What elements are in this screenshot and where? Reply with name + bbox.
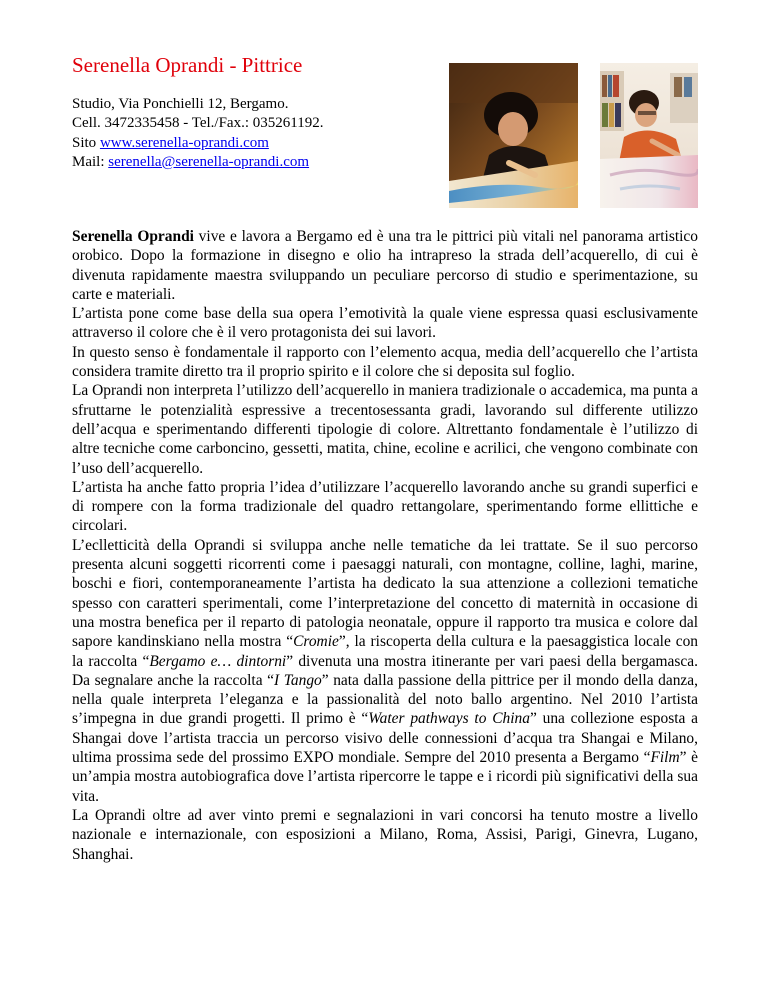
mail-line: [72, 153, 323, 172]
bio-text-segment: ” nata dalla passione della pittrice per il mondo della danza, nella quale interpreta l’eleganza e la passionalità del noto ballo argentino. Nel 2010 l’artista s’impegna in due grandi progetti. Il primo è “: [72, 671, 698, 728]
bio-paragraph-4: La Oprandi non interpreta l’utilizzo dell’acquerello in maniera tradizionale o accademica, ma punta a sfruttarne le potenzialità espressive a trecentosessanta gradi, lavorando sul differente utilizzo dell’acqua e sperimentando differenti tipologie di colore. Altrettanto fondamentale è l’utilizzo di altre tecniche come carboncino, gessetti, matita, chine, ecoline e acrilici, che vengono combinate con l’uso dell’acquerello.: [72, 382, 698, 477]
website-line: [72, 134, 323, 153]
mail-link[interactable]: serenella@serenella-oprandi.com: [108, 153, 310, 170]
bio-paragraph-6: [72, 536, 698, 806]
website-link[interactable]: www.serenella-oprandi.com: [99, 134, 269, 151]
exhibition-title: I Tango: [274, 671, 322, 689]
bio-text-segment: ”, la riscoperta della cultura e la paesaggistica locale con la raccolta “: [72, 633, 699, 670]
bio-paragraph-5: L’artista ha anche fatto propria l’idea d’utilizzare l’acquerello lavorando anche su grandi superfici e di rompere con la forma tradizionale del quadro rettangolare, sperimentando forme ellittiche e circolari.: [72, 478, 698, 535]
mail-label: Mail:: [72, 153, 109, 170]
artist-studio-photo: [600, 63, 698, 208]
exhibition-title: Water pathways to China: [368, 710, 530, 728]
biography-text: [72, 227, 698, 864]
bio-text-segment: ” una collezione esposta a Shangai dove l’artista traccia un percorso visivo delle connessioni d’acqua tra Shangai e Milano, ultima prossima sede del prossimo EXPO mondiale. Sempre del 2010 presenta a Bergamo “: [72, 710, 698, 767]
bio-paragraph-1: [72, 227, 698, 304]
website-label: Sito: [72, 134, 100, 151]
artist-name: Serenella Oprandi: [72, 228, 194, 245]
exhibition-title: Cromie: [293, 633, 339, 651]
bio-paragraph-2: L’artista pone come base della sua opera l’emotività la quale viene espressa quasi esclusivamente attraverso il colore che è il vero protagonista dei sui lavori.: [72, 305, 698, 342]
bio-paragraph-1-text: vive e lavora a Bergamo ed è una tra le pittrici più vitali nel panorama artistico orobico. Dopo la formazione in disegno e olio ha intrapreso la strada dell’acquerello, di cui è divenuta rapidamente maestra sviluppando un peculiare percorso di studio e sperimentazione, su carte e materiali.: [72, 228, 698, 303]
bio-paragraph-3: In questo senso è fondamentale il rapporto con l’elemento acqua, media dell’acquerello che l’artista considera tramite diretto tra il proprio spirito e il colore che si deposita sul foglio.: [72, 343, 698, 381]
page-title: Serenella Oprandi - Pittrice: [72, 53, 303, 77]
bio-text-segment: ” è un’ampia mostra autobiografica dove l’artista ripercorre le tappe e i ricordi più significativi della sua vita.: [72, 749, 698, 805]
phone-numbers: Cell. 3472335458 - Tel./Fax.: 035261192.: [72, 115, 324, 132]
bio-text-segment: L’eclletticità della Oprandi si sviluppa anche nelle tematiche da lei trattate. Se il suo percorso presenta alcuni soggetti ricorrenti come i paesaggi naturali, con montagne, colline, laghi, marine, boschi e fiori, contemporaneamente l’artista ha dedicato la sua attenzione a collezioni tematiche spesso con caratteri sperimentali, come l’interpretazione del concetto di maternità in occasione di una mostra benefica per il reparto di patologia neonatale, oppure il rapporto tra musica e colore dal sapore kandinskiano nella mostra “: [72, 536, 698, 651]
exhibition-title: Bergamo e… dintorni: [149, 652, 287, 670]
artist-painting-photo: [449, 63, 578, 208]
exhibition-title: Film: [650, 749, 680, 767]
contact-block: [72, 95, 323, 172]
bio-text-segment: ” divenuta una mostra itinerante per vari paesi della bergamasca. Da segnalare anche la raccolta “: [72, 652, 698, 689]
studio-address: Studio, Via Ponchielli 12, Bergamo.: [72, 96, 289, 112]
bio-paragraph-7: La Oprandi oltre ad aver vinto premi e segnalazioni in vari concorsi ha tenuto mostre a livello nazionale e internazionale, con esposizioni a Milano, Roma, Assisi, Parigi, Ginevra, Lugano, Shanghai.: [72, 806, 698, 863]
